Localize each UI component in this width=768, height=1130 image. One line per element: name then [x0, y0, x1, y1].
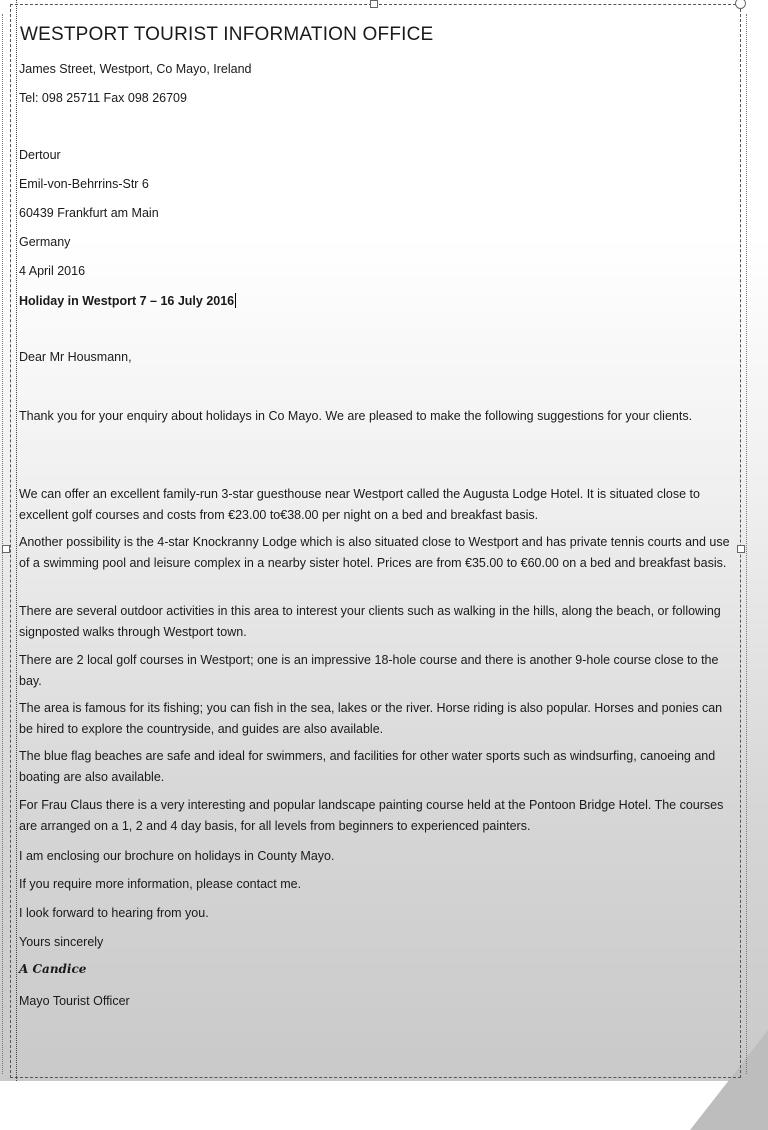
paragraph-outdoor: There are several outdoor activities in this area to interest your clients such as walking in the hills, along the beach, or following signposted walks through Westport town.	[19, 604, 721, 639]
paragraph-intro: Thank you for your enquiry about holidays in Co Mayo. We are pleased to make the following suggestions for your clients.	[19, 409, 693, 423]
letterhead-title: WESTPORT TOURIST INFORMATION OFFICE	[20, 24, 434, 45]
resize-handle-right[interactable]	[737, 545, 745, 553]
letterhead-address: James Street, Westport, Co Mayo, Ireland	[19, 62, 252, 76]
paragraph-beaches: The blue flag beaches are safe and ideal for swimmers, and facilities for other water sports such as windsurfing, canoeing and boating are also available.	[19, 749, 716, 784]
paragraph-contact: If you require more information, please contact me.	[19, 877, 302, 891]
paragraph-brochure: I am enclosing our brochure on holidays in County Mayo.	[19, 849, 335, 863]
closing: Yours sincerely	[19, 935, 104, 949]
signature: A Candice	[19, 962, 87, 976]
recipient-city: 60439 Frankfurt am Main	[19, 206, 159, 220]
letterhead-phone: Tel: 098 25711 Fax 098 26709	[19, 91, 187, 105]
paragraph-fishing: The area is famous for its fishing; you can fish in the sea, lakes or the river. Horse riding is also popular. Horses and ponies can be hired to explore the countryside, and guides are also available.	[19, 701, 723, 736]
letter-date: 4 April 2016	[19, 264, 86, 278]
resize-handle-top[interactable]	[370, 0, 378, 8]
salutation: Dear Mr Housmann,	[19, 350, 132, 364]
paragraph-knockranny: Another possibility is the 4-star Knockranny Lodge which is also situated close to Westport and has private tennis courts and use of a swimming pool and leisure complex in a nearby sister hotel. Prices are from €35.00 to €60.00 on a bed and breakfast basis.	[19, 535, 730, 570]
paragraph-forward: I look forward to hearing from you.	[19, 906, 209, 920]
recipient-country: Germany	[19, 235, 71, 249]
paragraph-golf: There are 2 local golf courses in Westport; one is an impressive 18-hole course and there is another 9-hole course close to the bay.	[19, 653, 719, 688]
resize-handle-left[interactable]	[2, 545, 10, 553]
recipient-street: Emil-von-Behrrins-Str 6	[19, 177, 149, 191]
text-cursor	[235, 293, 236, 308]
sender-title: Mayo Tourist Officer	[19, 994, 130, 1008]
paragraph-painting: For Frau Claus there is a very interesting and popular landscape painting course held at the Pontoon Bridge Hotel. The courses are arranged on a 1, 2 and 4 day basis, for all levels from beginners to experienced painters.	[19, 798, 724, 833]
letter-subject	[19, 293, 236, 308]
resize-handle-top-right[interactable]	[735, 0, 746, 9]
paragraph-augusta: We can offer an excellent family-run 3-star guesthouse near Westport called the Augusta Lodge Hotel. It is situated close to excellent golf courses and costs from €23.00 to€38.00 per night on a bed and breakfast basis.	[19, 487, 700, 522]
letter-subject-text: Holiday in Westport 7 – 16 July 2016	[19, 294, 235, 308]
recipient-name: Dertour	[19, 148, 61, 162]
